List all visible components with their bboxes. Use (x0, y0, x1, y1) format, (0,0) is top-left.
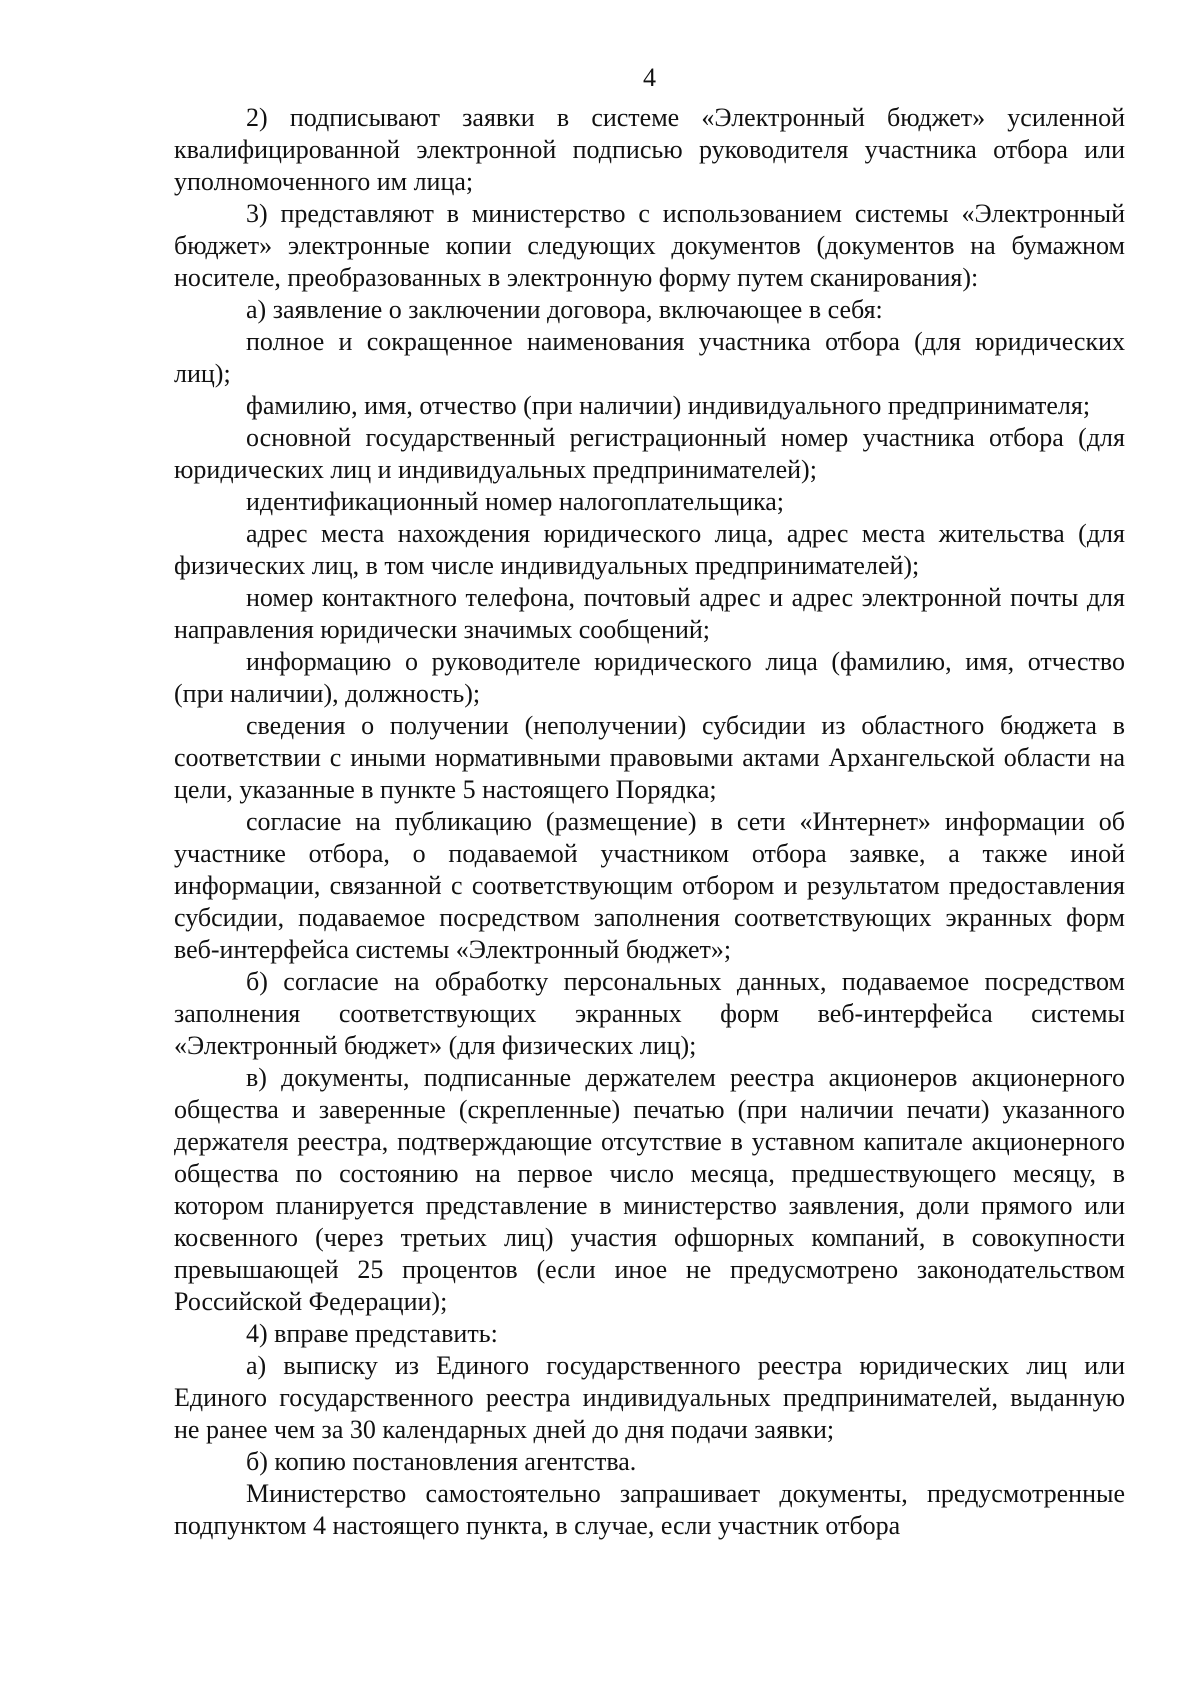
paragraph-3-submit: 3) представляют в министерство с использованием системы «Электронный бюджет» электронные копии следующих документов (документов на бумажном носителе, преобразованных в электронную форму путем сканирования): (174, 199, 1125, 292)
paragraph-subsidy-info: сведения о получении (неполучении) субсидии из областного бюджета в соответствии с иными нормативными правовыми актами Архангельской области на цели, указанные в пункте 5 настоящего Порядка; (174, 711, 1125, 804)
paragraph-fio: фамилию, имя, отчество (при наличии) индивидуального предпринимателя; (246, 391, 1091, 420)
paragraph-name: полное и сокращенное наименования участника отбора (для юридических лиц); (174, 327, 1125, 388)
paragraph-ogrn: основной государственный регистрационный номер участника отбора (для юридических лиц и индивидуальных предпринимателей); (174, 423, 1125, 484)
paragraph-head-info: информацию о руководителе юридического лица (фамилию, имя, отчество (при наличии), должность); (174, 647, 1125, 708)
paragraph-inn: идентификационный номер налогоплательщика; (246, 487, 784, 516)
paragraph-address: адрес места нахождения юридического лица, адрес места жительства (для физических лиц, в том числе индивидуальных предпринимателей); (174, 519, 1125, 580)
paragraph-contacts: номер контактного телефона, почтовый адрес и адрес электронной почты для направления юридически значимых сообщений; (174, 583, 1125, 644)
page-number: 4 (643, 63, 656, 92)
paragraph-a-application: а) заявление о заключении договора, включающее в себя: (246, 295, 883, 324)
paragraph-2-sign: 2) подписывают заявки в системе «Электронный бюджет» усиленной квалифицированной электронной подписью руководителя участника отбора или уполномоченного им лица; (174, 103, 1125, 196)
paragraph-b-personal-data: б) согласие на обработку персональных данных, подаваемое посредством заполнения соответствующих экранных форм веб-интерфейса системы «Электронный бюджет» (для физических лиц); (174, 967, 1125, 1060)
paragraph-v-documents: в) документы, подписанные держателем реестра акционеров акционерного общества и заверенные (скрепленные) печатью (при наличии печати) указанного держателя реестра, подтверждающие отсутствие в уставном капитале акционерного общества по состоянию на первое число месяца, предшествующего месяцу, в котором планируется представление в министерство заявления, доли прямого или косвенного (через третьих лиц) участия офшорных компаний, в совокупности превышающей 25 процентов (если иное не предусмотрено законодательством Российской Федерации); (174, 1063, 1125, 1316)
paragraph-ministry-request: Министерство самостоятельно запрашивает документы, предусмотренные подпунктом 4 настоящего пункта, в случае, если участник отбора (174, 1479, 1125, 1540)
paragraph-4-may-submit: 4) вправе представить: (246, 1319, 498, 1348)
paragraph-publication-consent: согласие на публикацию (размещение) в сети «Интернет» информации об участнике отбора, о подаваемой участником отбора заявке, а также иной информации, связанной с соответствующим отбором и результатом предоставления субсидии, подаваемое посредством заполнения соответствующих экранных форм веб-интерфейса системы «Электронный бюджет»; (174, 807, 1125, 964)
paragraph-a-extract: а) выписку из Единого государственного реестра юридических лиц или Единого государственного реестра индивидуальных предпринимателей, выданную не ранее чем за 30 календарных дней до дня подачи заявки; (174, 1351, 1125, 1444)
paragraph-b-resolution: б) копию постановления агентства. (246, 1447, 637, 1476)
